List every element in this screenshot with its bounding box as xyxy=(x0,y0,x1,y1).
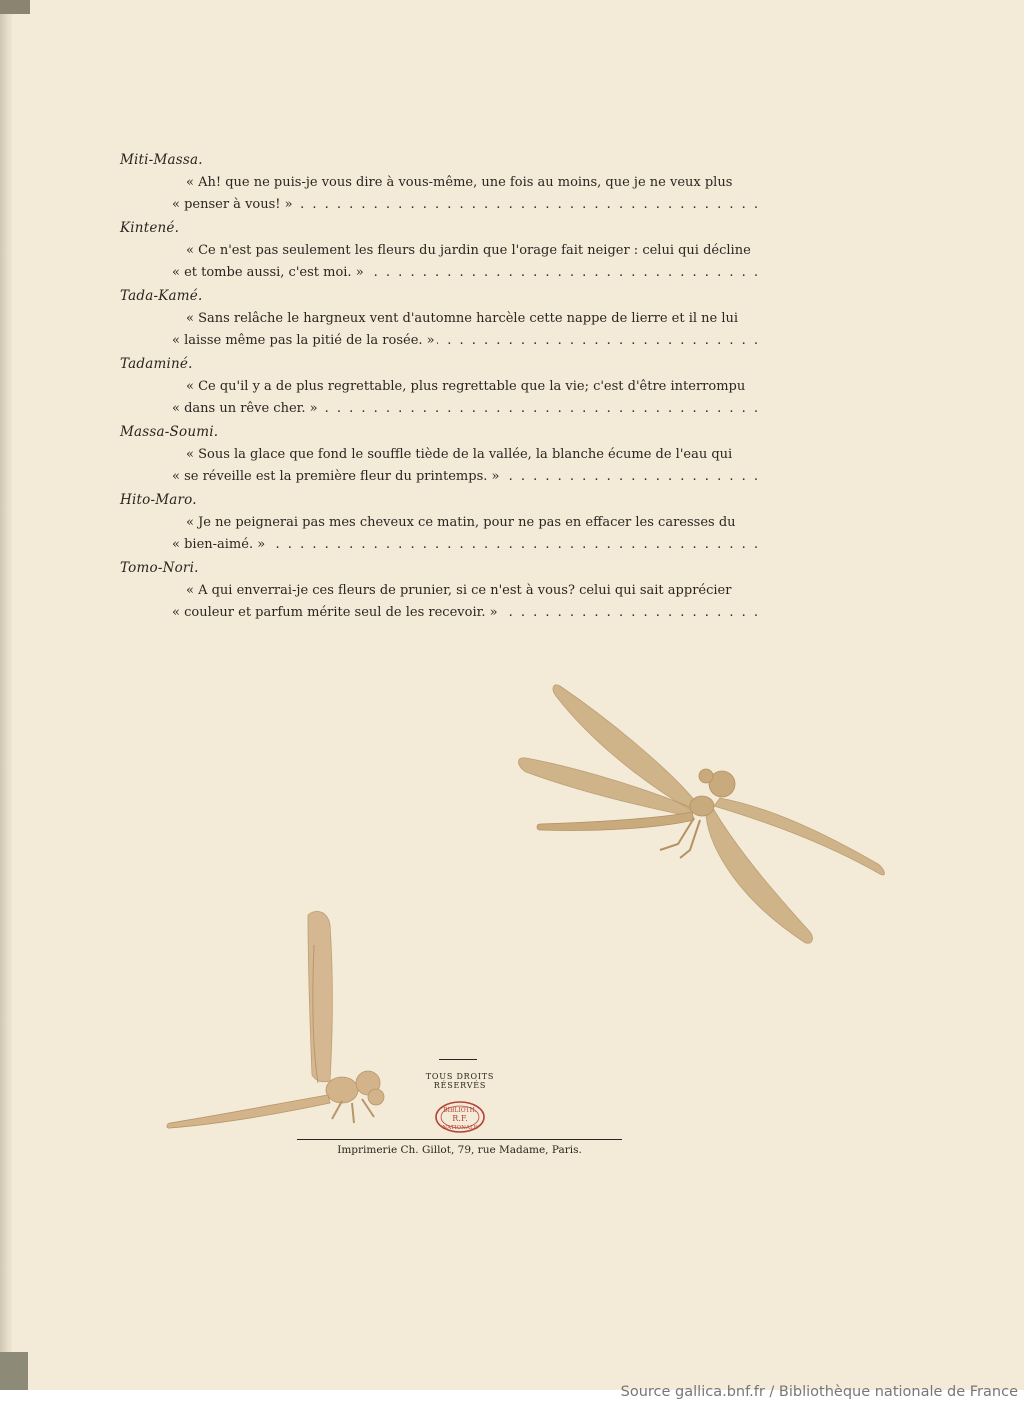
poem-author: Tadaminé. xyxy=(120,356,193,372)
poem-list xyxy=(120,148,760,624)
poem-entry xyxy=(120,556,760,624)
poem-entry xyxy=(120,148,760,216)
poem-author: Tomo-Nori. xyxy=(120,560,199,576)
library-stamp-seal xyxy=(434,1100,486,1134)
poem-line: « Sous la glace que fond le souffle tiède de la vallée, la blanche écume de l'eau qui xyxy=(186,447,733,462)
svg-text:NATIONALE: NATIONALE xyxy=(442,1125,478,1131)
poem-line: « Ah! que ne puis-je vous dire à vous-même, une fois au moins, que je ne veux plus xyxy=(186,175,733,190)
rights-notice: TOUS DROITS RÉSERVÉS xyxy=(425,1072,495,1090)
printer-imprint: Imprimerie Ch. Gillot, 79, rue Madame, Paris. xyxy=(337,1144,582,1156)
binding-cover-corner-top xyxy=(0,0,30,14)
dragonfly-perched-illustration xyxy=(162,905,392,1130)
poem-entry xyxy=(120,284,760,352)
poem-line: « Je ne peignerai pas mes cheveux ce matin, pour ne pas en effacer les caresses du xyxy=(186,515,736,530)
poem-line: « A qui enverrai-je ces fleurs de prunier, si ce n'est à vous? celui qui sait apprécier xyxy=(186,583,732,598)
poem-line: « couleur et parfum mérite seul de les recevoir. » . . . xyxy=(120,602,760,624)
imprint-divider xyxy=(297,1139,622,1140)
poem-author: Kintené. xyxy=(120,220,180,236)
source-credit-link[interactable]: Source gallica.bnf.fr / Bibliothèque nationale de France xyxy=(620,1384,1018,1400)
poem-line: « penser à vous! » . . . xyxy=(120,194,760,216)
poem-entry xyxy=(120,420,760,488)
poem-line: « Ce qu'il y a de plus regrettable, plus regrettable que la vie; c'est d'être interrompu xyxy=(186,379,746,394)
poem-author: Miti-Massa. xyxy=(120,152,203,168)
rights-divider xyxy=(439,1059,477,1060)
poem-author: Tada-Kamé. xyxy=(120,288,203,304)
poem-entry xyxy=(120,216,760,284)
page-binding-edge xyxy=(0,0,12,1390)
poem-line: « laisse même pas la pitié de la rosée. » . . . xyxy=(120,330,760,352)
poem-author: Massa-Soumi. xyxy=(120,424,219,440)
poem-author: Hito-Maro. xyxy=(120,492,197,508)
dragonfly-flying-illustration xyxy=(510,680,890,950)
svg-text:R.F.: R.F. xyxy=(452,1114,468,1123)
poem-line: « se réveille est la première fleur du printemps. » . . . xyxy=(120,466,760,488)
poem-line: « bien-aimé. » . . . xyxy=(120,534,760,556)
poem-line: « Ce n'est pas seulement les fleurs du jardin que l'orage fait neiger : celui qui décline xyxy=(186,243,751,258)
poem-entry xyxy=(120,352,760,420)
poem-entry xyxy=(120,488,760,556)
poem-line: « Sans relâche le hargneux vent d'automne harcèle cette nappe de lierre et il ne lui xyxy=(186,311,739,326)
svg-text:BIBLIOTH.: BIBLIOTH. xyxy=(443,1107,477,1114)
poem-line: « et tombe aussi, c'est moi. » . . . xyxy=(120,262,760,284)
binding-cover-corner-bottom xyxy=(0,1352,28,1390)
poem-line: « dans un rêve cher. » . . . xyxy=(120,398,760,420)
